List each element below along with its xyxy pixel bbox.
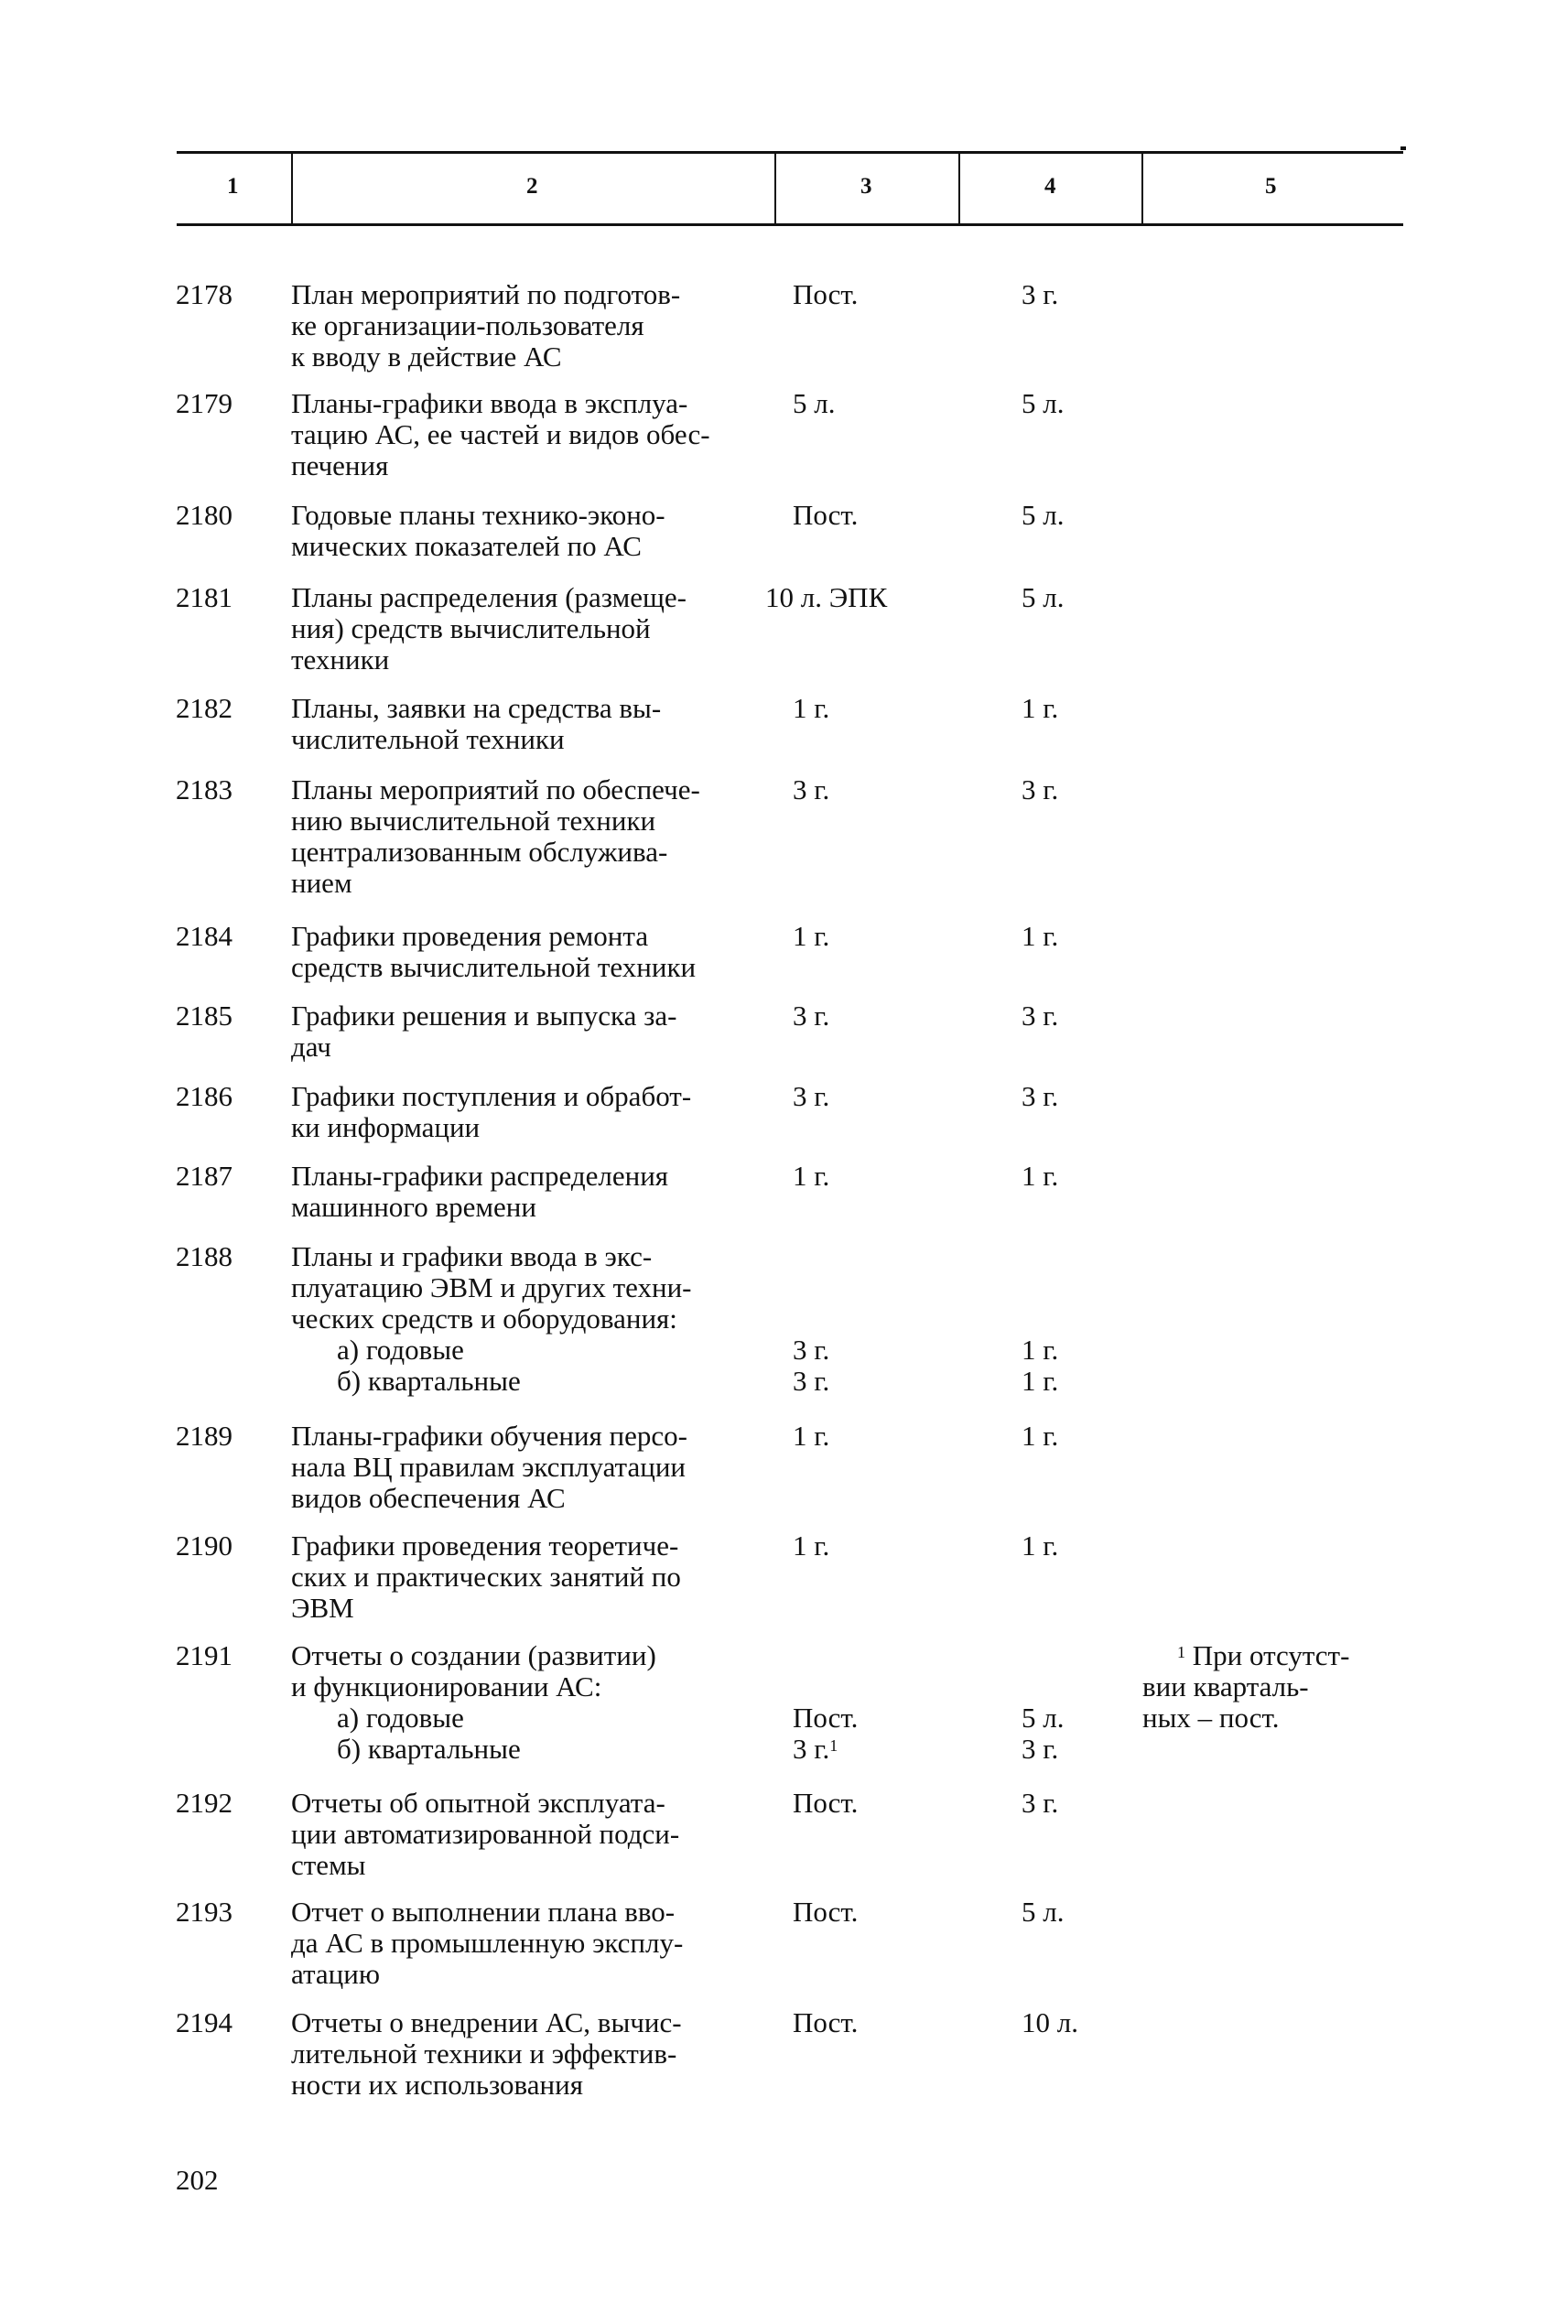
col4-value: 1 г. — [1022, 692, 1059, 724]
footnote — [1142, 1640, 1349, 1734]
description-line: плуатацию ЭВМ и других техни- — [291, 1271, 692, 1303]
col3-value-text: Пост. — [793, 2006, 859, 2038]
col4-value: 10 л. — [1022, 2006, 1078, 2038]
description-subitem: б) квартальные — [337, 1365, 521, 1397]
col3-value-text: 1 г. — [793, 1420, 830, 1452]
col3-value — [793, 1161, 829, 1192]
retention-period-col4 — [1022, 1081, 1058, 1112]
description-subitem: б) квартальные — [337, 1733, 521, 1765]
row-number: 2183 — [176, 773, 232, 805]
retention-period-col3 — [793, 1530, 829, 1562]
description-line: ности их использования — [291, 2069, 583, 2101]
retention-period-col3 — [793, 279, 858, 310]
col4-value: 3 г. — [1022, 1733, 1059, 1765]
row-number: 2180 — [176, 499, 232, 531]
footnote-line — [1142, 1702, 1349, 1734]
retention-period-col3 — [793, 1897, 858, 1928]
col4-value: 5 л. — [1022, 1896, 1065, 1928]
description-subitem: а) годовые — [337, 1334, 464, 1366]
row-description — [291, 1000, 676, 1063]
header-top-rule — [177, 151, 1403, 154]
row-description — [291, 1897, 683, 1990]
retention-period-col3 — [793, 388, 835, 419]
footnote-text: вии кварталь- — [1142, 1670, 1309, 1702]
footnote-mark: 1 — [829, 1736, 838, 1755]
row-number: 2189 — [176, 1420, 232, 1452]
col3-value — [793, 1366, 829, 1397]
row-description — [291, 693, 661, 755]
retention-period-col4 — [1022, 1000, 1058, 1032]
description-line: видов обеспечения АС — [291, 1482, 566, 1514]
row-description — [291, 1530, 681, 1624]
retention-period-col4 — [1022, 2007, 1078, 2038]
retention-period-col4 — [1022, 582, 1064, 613]
retention-period-col4 — [1022, 921, 1058, 952]
header-rule-end-mark — [1400, 146, 1406, 150]
col3-value-text: Пост. — [793, 1896, 859, 1928]
retention-period-col3 — [793, 1702, 858, 1765]
col4-value: 5 л. — [1022, 1702, 1065, 1734]
description-line: нию вычислительной техники — [291, 805, 656, 837]
col3-value — [793, 1897, 858, 1928]
col3-value — [793, 693, 829, 724]
row-number: 2187 — [176, 1160, 232, 1192]
description-line: Отчеты о внедрении АС, вычис- — [291, 2006, 682, 2038]
retention-period-col4 — [1022, 1530, 1058, 1562]
retention-period-col4 — [1022, 388, 1064, 419]
col3-value — [793, 279, 858, 310]
retention-period-col3 — [793, 2007, 858, 2038]
header-bottom-rule — [177, 223, 1403, 226]
col3-value-text: 3 г. — [793, 1334, 830, 1366]
description-line: Планы распределения (размеще- — [291, 581, 687, 613]
col3-value-text: 3 г. — [793, 773, 830, 805]
col4-value: 1 г. — [1022, 1160, 1059, 1192]
col4-value: 5 л. — [1022, 387, 1065, 419]
description-line: машинного времени — [291, 1191, 536, 1223]
retention-period-col4 — [1022, 774, 1058, 805]
col3-value-text: 1 г. — [793, 692, 830, 724]
retention-period-col3 — [793, 774, 829, 805]
col3-value — [793, 1702, 858, 1734]
col3-value — [793, 388, 835, 419]
row-number: 2179 — [176, 387, 232, 419]
col4-value: 5 л. — [1022, 581, 1065, 613]
description-line: числительной техники — [291, 723, 565, 755]
retention-period-col3 — [793, 500, 858, 531]
row-number: 2190 — [176, 1530, 232, 1562]
description-line: Графики решения и выпуска за- — [291, 1000, 677, 1032]
col4-value: 1 г. — [1022, 1334, 1059, 1366]
retention-period-col4 — [1022, 1897, 1064, 1928]
row-description — [291, 279, 680, 373]
col3-value-text: 3 г. — [793, 1000, 830, 1032]
description-line: ния) средств вычислительной — [291, 612, 651, 644]
col3-value — [793, 1081, 829, 1112]
retention-period-col3 — [793, 1161, 829, 1192]
description-line: Планы мероприятий по обеспече- — [291, 773, 700, 805]
col4-value: 1 г. — [1022, 1365, 1059, 1397]
col3-value-text: Пост. — [793, 1787, 859, 1819]
row-description — [291, 1081, 691, 1143]
col3-value-text: Пост. — [793, 499, 859, 531]
col4-value: 5 л. — [1022, 499, 1065, 531]
row-number: 2178 — [176, 278, 232, 310]
description-line: План мероприятий по подготов- — [291, 278, 681, 310]
row-description — [291, 388, 710, 481]
header-separator — [958, 152, 960, 223]
col4-value: 3 г. — [1022, 1787, 1059, 1819]
retention-period-col3 — [765, 582, 887, 613]
col3-value-text: 5 л. — [793, 387, 836, 419]
description-line: Отчеты о создании (развитии) — [291, 1639, 656, 1671]
description-line: стемы — [291, 1849, 366, 1881]
description-line: нием — [291, 867, 352, 899]
description-line: техники — [291, 643, 390, 676]
footnote-text: При отсутст- — [1192, 1639, 1350, 1671]
header-separator — [774, 152, 776, 223]
col3-value-text: Пост. — [793, 278, 859, 310]
retention-period-col4 — [1022, 1421, 1058, 1452]
description-line: ческих средств и оборудования: — [291, 1303, 677, 1335]
column-header-4: 4 — [1044, 174, 1056, 199]
row-description — [291, 1788, 679, 1881]
row-number: 2185 — [176, 1000, 232, 1032]
description-line: Годовые планы технико-эконо- — [291, 499, 665, 531]
column-header-1: 1 — [227, 174, 239, 199]
row-description — [291, 1421, 687, 1514]
col3-value — [793, 921, 829, 952]
description-line: да АС в промышленную эксплу- — [291, 1927, 684, 1959]
description-line: Графики проведения теоретиче- — [291, 1530, 679, 1562]
retention-period-col4 — [1022, 279, 1058, 310]
description-line: атацию — [291, 1958, 380, 1990]
description-subitem: а) годовые — [337, 1702, 464, 1734]
row-number: 2192 — [176, 1787, 232, 1819]
description-line: ЭВМ — [291, 1592, 354, 1624]
row-number: 2186 — [176, 1080, 232, 1112]
description-line: тацию АС, ее частей и видов обес- — [291, 418, 710, 450]
description-line: централизованным обслужива- — [291, 836, 668, 868]
col3-value-text: 3 г. — [793, 1365, 830, 1397]
description-line: Отчет о выполнении плана вво- — [291, 1896, 676, 1928]
col3-value — [793, 1734, 858, 1765]
description-line: ских и практических занятий по — [291, 1561, 681, 1593]
retention-period-col4 — [1022, 1161, 1058, 1192]
column-header-3: 3 — [860, 174, 872, 199]
retention-period-col3 — [793, 921, 829, 952]
footnote-mark: 1 — [1177, 1643, 1185, 1661]
description-line: дач — [291, 1031, 331, 1063]
col4-value: 1 г. — [1022, 1420, 1059, 1452]
col4-value: 1 г. — [1022, 920, 1059, 952]
description-line: Планы-графики ввода в эксплуа- — [291, 387, 688, 419]
col3-value — [793, 1000, 829, 1032]
description-line: к вводу в действие АС — [291, 340, 562, 373]
col3-value-text: 1 г. — [793, 1530, 830, 1562]
description-line: Планы-графики распределения — [291, 1160, 669, 1192]
description-line: ки информации — [291, 1111, 481, 1143]
retention-period-col3 — [793, 1081, 829, 1112]
row-description — [291, 774, 700, 899]
description-line: Графики поступления и обработ- — [291, 1080, 692, 1112]
description-line: средств вычислительной техники — [291, 951, 697, 983]
retention-period-col3 — [793, 1421, 829, 1452]
col3-value-text: 1 г. — [793, 1160, 830, 1192]
description-line: и функционировании АС: — [291, 1670, 602, 1702]
col3-value-text: 1 г. — [793, 920, 830, 952]
retention-period-col4 — [1022, 693, 1058, 724]
description-line: печения — [291, 449, 389, 481]
footnote-text: ных – пост. — [1142, 1702, 1280, 1734]
col3-value-text: 10 л. ЭПК — [765, 581, 888, 613]
col3-value — [793, 500, 858, 531]
row-description — [291, 921, 696, 983]
retention-period-col3 — [793, 1335, 829, 1397]
col3-value — [793, 1335, 829, 1366]
retention-period-col3 — [793, 1000, 829, 1032]
row-number: 2188 — [176, 1240, 232, 1272]
col3-value-text: 3 г. — [793, 1080, 830, 1112]
col3-value — [793, 1788, 858, 1819]
col3-value — [793, 2007, 858, 2038]
retention-period-col3 — [793, 693, 829, 724]
column-header-2: 2 — [526, 174, 538, 199]
description-line: Планы-графики обучения персо- — [291, 1420, 687, 1452]
row-description — [291, 500, 665, 562]
row-number: 2193 — [176, 1896, 232, 1928]
description-line: Планы, заявки на средства вы- — [291, 692, 662, 724]
row-description — [291, 582, 687, 676]
row-description — [291, 1161, 668, 1223]
description-line: ке организации-пользователя — [291, 309, 644, 341]
description-line: ции автоматизированной подси- — [291, 1818, 680, 1850]
col4-value: 3 г. — [1022, 773, 1059, 805]
col3-value-text: Пост. — [793, 1702, 859, 1734]
header-separator — [291, 152, 293, 223]
description-line: Отчеты об опытной эксплуата- — [291, 1787, 665, 1819]
footnote-line — [1142, 1640, 1349, 1671]
row-description — [291, 2007, 682, 2101]
col3-value — [793, 1421, 829, 1452]
row-number: 2184 — [176, 920, 232, 952]
col3-value — [765, 582, 887, 613]
row-number: 2181 — [176, 581, 232, 613]
col3-value — [793, 1530, 829, 1562]
footnote-line — [1142, 1671, 1349, 1702]
description-line: нала ВЦ правилам эксплуатации — [291, 1451, 687, 1483]
col4-value: 1 г. — [1022, 1530, 1059, 1562]
col4-value: 3 г. — [1022, 1080, 1059, 1112]
col3-value — [793, 774, 829, 805]
column-header-5: 5 — [1265, 174, 1277, 199]
col4-value: 3 г. — [1022, 278, 1059, 310]
retention-period-col3 — [793, 1788, 858, 1819]
col3-value-text: 3 г. — [793, 1733, 830, 1765]
retention-period-col4 — [1022, 1335, 1058, 1397]
description-line: лительной техники и эффектив- — [291, 2038, 677, 2070]
description-line: Планы и графики ввода в экс- — [291, 1240, 653, 1272]
description-line: Графики проведения ремонта — [291, 920, 649, 952]
header-separator — [1141, 152, 1143, 223]
row-number: 2182 — [176, 692, 232, 724]
col4-value: 3 г. — [1022, 1000, 1059, 1032]
row-description — [291, 1640, 656, 1765]
retention-period-col4 — [1022, 500, 1064, 531]
row-description — [291, 1241, 692, 1397]
page-number: 202 — [176, 2164, 219, 2196]
retention-period-col4 — [1022, 1702, 1064, 1765]
description-line: мических показателей по АС — [291, 530, 642, 562]
row-number: 2191 — [176, 1639, 232, 1671]
retention-period-col4 — [1022, 1788, 1058, 1819]
row-number: 2194 — [176, 2006, 232, 2038]
